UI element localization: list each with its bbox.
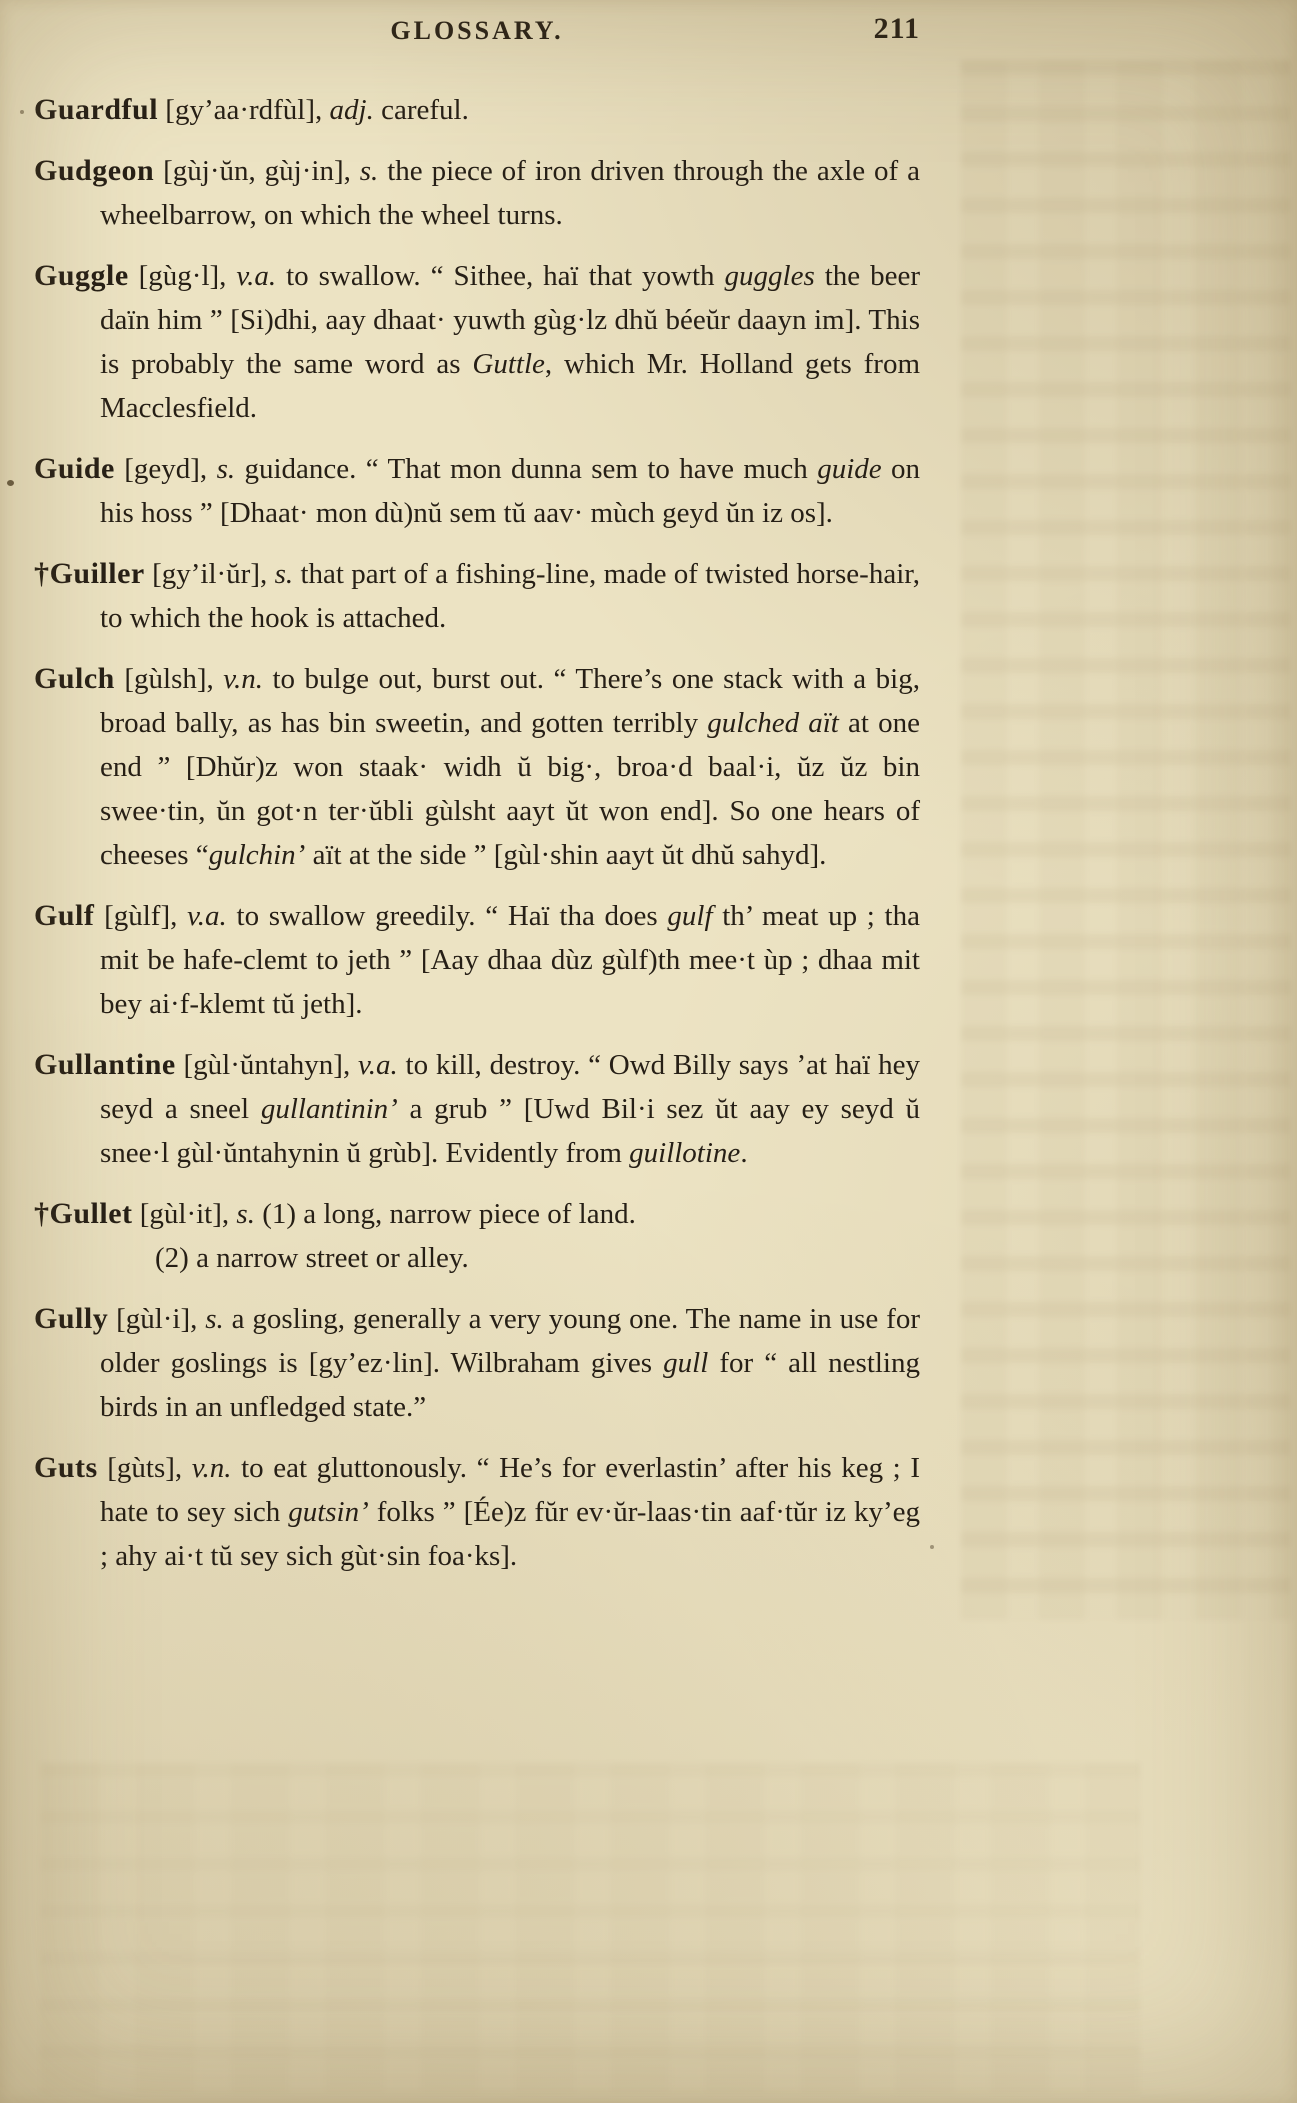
entry-text-segment: [geyd],	[114, 453, 217, 485]
entry-dialect-term: v.a.	[358, 1049, 398, 1081]
entry-text-segment: to swallow greedily. “ Haï tha does	[226, 900, 668, 932]
entry-text-segment: careful.	[373, 94, 469, 126]
entry-text-segment: [gùlsh],	[114, 663, 224, 695]
entry-dialect-term: adj.	[329, 94, 374, 126]
entry-text-segment: [gùl·it],	[132, 1198, 237, 1230]
entry-dialect-term: guggles	[724, 260, 815, 292]
entry-headword: Gully	[34, 1302, 109, 1335]
glossary-entry	[34, 1297, 920, 1429]
entry-text-segment: the piece of iron driven through the axle of a wheelbarrow, on which the wheel turns.	[100, 155, 920, 231]
entry-text-segment: a grub ” [Uwd Bil·i sez ŭt aay ey seyd ŭ snee·l gùl·ŭntahynin ŭ grùb]. Evidently from	[100, 1093, 920, 1169]
entry-dialect-term: gutsin’	[288, 1496, 369, 1528]
entry-dialect-term: gull	[663, 1347, 709, 1379]
entry-headword: Gudgeon	[34, 154, 155, 187]
entry-dialect-term: s.	[274, 558, 294, 590]
entry-text-segment: [gùlf],	[94, 900, 188, 932]
entry-text-segment: folks ” [Ée)z fŭr ev·ŭr-laas·tin aaf·tŭr iz ky’eg ; ahy ai·t tŭ sey sich gùt·sin foa·ks].	[100, 1496, 921, 1572]
entry-text-segment: [gùj·ŭn, gùj·in],	[154, 155, 360, 187]
entry-dialect-term: v.a.	[236, 260, 277, 292]
entry-text-segment: [gùts],	[97, 1452, 192, 1484]
entry-text-segment: for “ all nestling birds in an unfledged state.”	[100, 1347, 920, 1423]
entry-text-segment: (2) a narrow street or alley.	[155, 1242, 469, 1274]
entry-text-segment: , which Mr. Holland gets from Macclesfield.	[100, 348, 920, 424]
glossary-entry	[34, 1192, 920, 1280]
entry-dialect-term: s.	[205, 1303, 224, 1335]
glossary-entry	[34, 149, 920, 237]
paper-speck	[7, 480, 14, 486]
glossary-entry	[34, 894, 920, 1026]
glossary-entry	[34, 1446, 920, 1578]
entry-text-segment: to bulge out, burst out. “ There’s one stack with a big, broad bally, as has bin sweetin, and gotten terribly	[100, 663, 920, 739]
entry-text-segment: aït at the side ” [gùl·shin aayt ŭt dhŭ sahyd].	[305, 839, 827, 871]
entry-headword: †Gullet	[34, 1197, 133, 1230]
entry-text-segment: [gy’aa·rdfùl],	[158, 94, 330, 126]
entry-text-segment: to kill, destroy. “ Owd Billy says ’at haï hey seyd a sneel	[100, 1049, 920, 1125]
entry-text-segment: .	[740, 1137, 748, 1169]
glossary-entry	[34, 1043, 920, 1175]
glossary-entry	[34, 447, 920, 535]
entry-text-segment: [gùl·ŭntahyn],	[175, 1049, 358, 1081]
entry-dialect-term: s.	[359, 155, 379, 187]
entry-dialect-term: s.	[236, 1198, 255, 1230]
entry-dialect-term: Guttle	[472, 348, 545, 380]
entry-headword: Guide	[34, 452, 115, 485]
entry-dialect-term: gulf	[667, 900, 713, 932]
glossary-entries	[34, 88, 920, 1578]
entry-dialect-term: s.	[216, 453, 236, 485]
entry-text-segment: th’ meat up ; tha mit be hafe-clemt to jeth ” [Aay dhaa dùz gùlf)th mee·t ùp ; dhaa mit bey ai·f-klemt tŭ jeth].	[100, 900, 920, 1020]
entry-text-segment: the beer daïn him ” [Si)dhi, aay dhaat· yuwth gùg·lz dhŭ béeŭr daayn im]. This is probably the same word as	[100, 260, 921, 380]
page-number: 211	[873, 12, 920, 45]
entry-dialect-term: gulched aït	[707, 707, 839, 739]
entry-text-segment: that part of a fishing-line, made of twisted horse-hair, to which the hook is attached.	[100, 558, 921, 634]
entry-text-segment: (1) a long, narrow piece of land.	[254, 1198, 636, 1230]
entry-text-segment: guidance. “ That mon dunna sem to have much	[235, 453, 818, 485]
entry-headword: Gulf	[34, 899, 95, 932]
entry-text-segment: to eat gluttonously. “ He’s for everlastin’ after his keg ; I hate to sey sich	[100, 1452, 920, 1528]
entry-headword: Guts	[34, 1451, 98, 1484]
entry-dialect-term: gullantinin’	[260, 1093, 398, 1125]
page-bleedthrough-right	[961, 60, 1291, 1620]
glossary-entry	[34, 552, 920, 640]
paper-speck	[20, 110, 24, 114]
entry-dialect-term: guillotine	[629, 1137, 741, 1169]
entry-headword: Gulch	[34, 662, 115, 695]
text-block	[34, 12, 921, 1595]
entry-dialect-term: v.n.	[223, 663, 263, 695]
glossary-entry	[34, 254, 920, 430]
paper-speck	[930, 1545, 934, 1549]
entry-text-segment: at one end ” [Dhŭr)z won staak· widh ŭ big·, broa·d baal·i, ŭz ŭz bin swee·tin, ŭn got·n ter·ŭbli gùlsht aayt ŭt won end]. So one hears of cheeses “	[100, 707, 920, 871]
page-bleedthrough-bottom	[40, 1763, 1140, 2093]
entry-text-segment: a gosling, generally a very young one. The name in use for older goslings is [gy’ez·lin]. Wilbraham gives	[100, 1303, 920, 1379]
entry-headword: Guardful	[34, 93, 159, 126]
running-head-title: GLOSSARY.	[390, 16, 564, 45]
entry-dialect-term: v.a.	[187, 900, 227, 932]
entry-headword: Guggle	[34, 259, 129, 292]
entry-text-segment: [gy’il·ŭr],	[144, 558, 275, 590]
glossary-entry	[34, 657, 920, 877]
entry-dialect-term: guide	[817, 453, 882, 485]
page-header	[34, 12, 920, 64]
entry-text-segment: [gùl·i],	[108, 1303, 206, 1335]
glossary-entry	[34, 88, 920, 132]
entry-headword: †Guiller	[34, 557, 145, 590]
entry-text-segment: on his hoss ” [Dhaat· mon dù)nŭ sem tŭ aav· mùch geyd ŭn iz os].	[100, 453, 921, 529]
entry-dialect-term: v.n.	[191, 1452, 232, 1484]
entry-dialect-term: gulchin’	[208, 839, 306, 871]
entry-text-segment: [gùg·l],	[128, 260, 237, 292]
entry-headword: Gullantine	[34, 1048, 176, 1081]
entry-text-segment: to swallow. “ Sithee, haï that yowth	[276, 260, 725, 292]
